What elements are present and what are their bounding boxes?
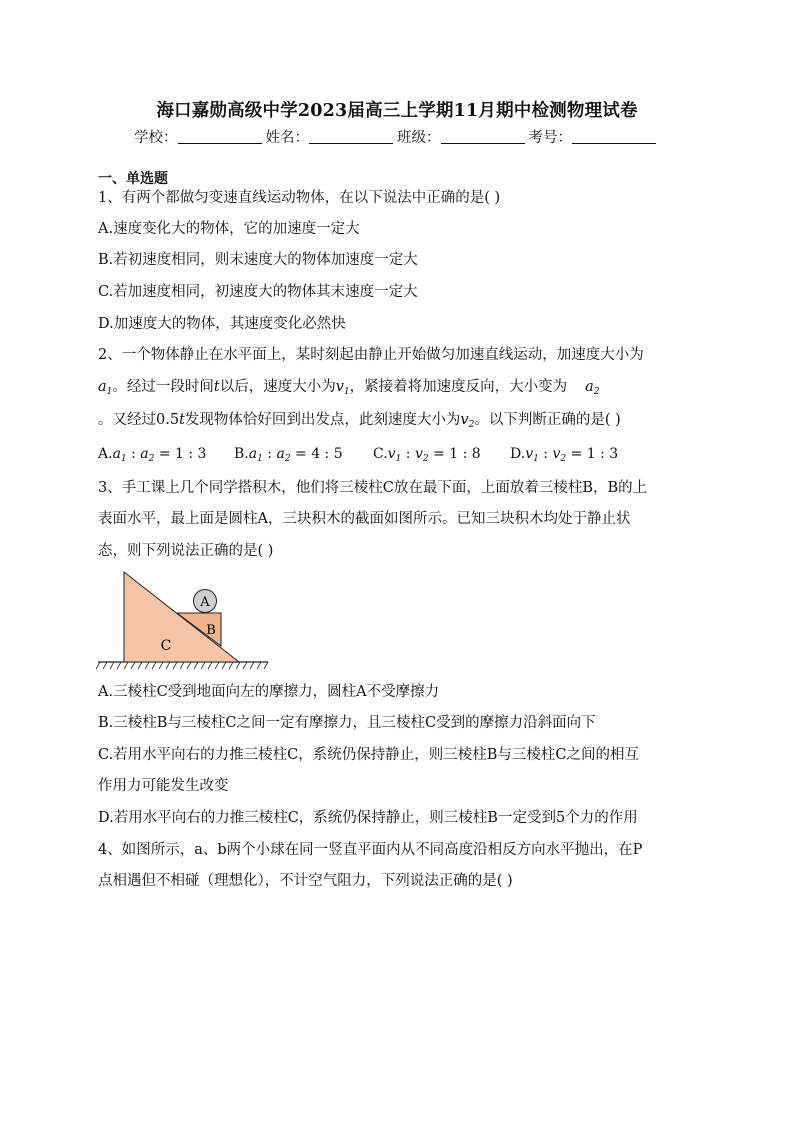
q1-option-a: A.速度变化大的物体，它的加速度一定大 (98, 221, 360, 237)
class-blank[interactable] (441, 129, 525, 144)
ground-hatching (96, 662, 268, 669)
q3-option-c-line1: C.若用水平向右的力推三棱柱C，系统仍保持静止，则三棱柱B与三棱柱C之间的相互 (98, 747, 640, 763)
var-t: t (213, 379, 220, 395)
q1-option-c: C.若加速度相同，初速度大的物体其末速度一定大 (98, 284, 418, 300)
label-c: C (160, 638, 172, 654)
var-a1: $a_1$ (98, 379, 113, 397)
var-a2: $a_2$ (585, 379, 600, 397)
q4-stem-line1: 4、如图所示，a、b两个小球在同一竖直平面内从不同高度沿相反方向水平抛出，在P (98, 842, 643, 858)
q1-option-b: B.若初速度相同，则末速度大的物体加速度一定大 (98, 252, 418, 268)
q4-stem-line2: 点相遇但不相碰（理想化），不计空气阻力，下列说法正确的是( ) (98, 873, 513, 889)
q2-option-a: $A.a_1$ : $a_2 = 1$ : 3 (98, 446, 207, 464)
label-b: B (206, 623, 216, 638)
q3-option-c-line2: 作用力可能发生改变 (98, 778, 229, 794)
q2-stem-line3: 。又经过0.5t发现物体恰好回到出发点，此刻速度大小为$v_2$。以下判断正确的是( ) (98, 412, 621, 430)
q2-stem-line2: $a_1$。经过一段时间t以后，速度大小为$v_1$，紧接着将加速度反向，大小变为 $a_2$ (98, 379, 600, 397)
q1-stem: 1、有两个都做匀变速直线运动物体，在以下说法中正确的是( ) (98, 190, 501, 206)
school-blank[interactable] (178, 129, 262, 144)
label-a: A (200, 595, 210, 610)
number-blank[interactable] (572, 129, 656, 144)
q2-option-d: $D.v_1$ : $v_2 = 1$ : 3 (510, 446, 619, 464)
section-heading-single-choice: 一、单选题 (98, 171, 168, 187)
q3-option-d: D.若用水平向右的力推三棱柱C，系统仍保持静止，则三棱柱B一定受到5个力的作用 (98, 810, 638, 826)
var-v1: $v_1$ (335, 379, 350, 397)
q3-option-b: B.三棱柱B与三棱柱C之间一定有摩擦力，且三棱柱C受到的摩擦力沿斜面向下 (98, 715, 596, 731)
school-label: 学校： (134, 130, 178, 146)
number-label: 考号： (528, 130, 572, 146)
q3-stem-line3: 态，则下列说法正确的是( ) (98, 543, 274, 559)
name-label: 姓名： (265, 130, 309, 146)
q3-option-a: A.三棱柱C受到地面向左的摩擦力，圆柱A不受摩擦力 (98, 684, 440, 700)
name-blank[interactable] (309, 129, 393, 144)
q2-option-b: $B.a_1$ : $a_2 = 4$ : 5 (234, 446, 343, 464)
q2-options (98, 446, 658, 466)
q2-stem-line1: 2、一个物体静止在水平面上，某时刻起由静止开始做匀加速直线运动，加速度大小为 (98, 347, 644, 363)
q1-option-d: D.加速度大的物体，其速度变化必然快 (98, 316, 346, 332)
class-label: 班级： (397, 130, 441, 146)
blocks-figure (96, 566, 271, 671)
student-info-line (0, 126, 794, 147)
q3-stem-line1: 3、手工课上几个同学搭积木，他们将三棱柱C放在最下面，上面放着三棱柱B，B的上 (98, 480, 648, 496)
q2-option-c: $C.v_1$ : $v_2 = 1$ : 8 (373, 446, 481, 464)
var-v2: $v_2$ (460, 412, 475, 430)
q3-stem-line2: 表面水平，最上面是圆柱A，三块积木的截面如图所示。已知三块积木均处于静止状 (98, 511, 631, 527)
exam-title: 海口嘉勋高级中学2023届高三上学期11月期中检测物理试卷 (156, 101, 638, 121)
